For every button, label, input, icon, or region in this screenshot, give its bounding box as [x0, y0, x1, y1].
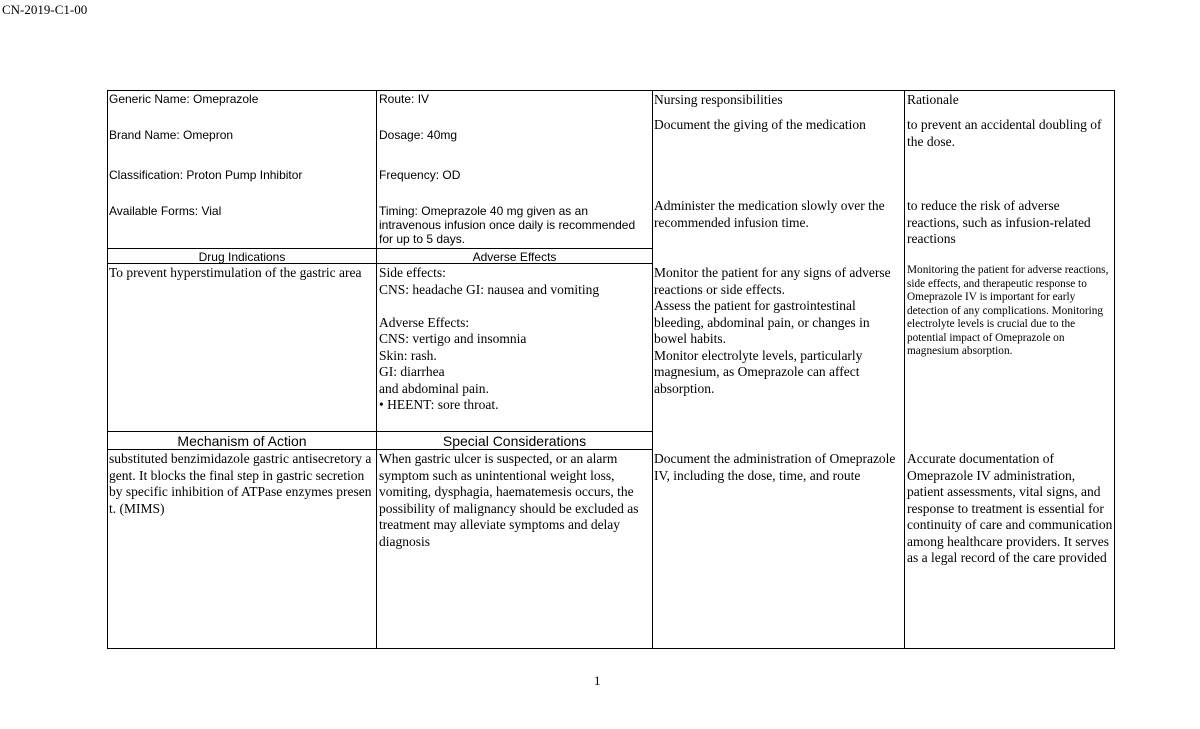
drug-indications-text: To prevent hyperstimulation of the gastric area	[109, 265, 362, 280]
page-number: 1	[594, 673, 601, 688]
rationale-item: to reduce the risk of adverse reactions, such as infusion-related reactions	[907, 198, 1091, 246]
drug-indications-header: Drug Indications	[198, 250, 286, 264]
special-considerations-header: Special Considerations	[442, 433, 587, 449]
column-divider	[376, 90, 377, 649]
generic-name: Generic Name: Omeprazole	[109, 92, 259, 106]
adverse-effects-line: CNS: vertigo and insomnia	[379, 331, 527, 346]
classification: Classification: Proton Pump Inhibitor	[109, 168, 303, 182]
nursing-item: Document the giving of the medication	[654, 117, 866, 132]
dosage: Dosage: 40mg	[379, 128, 458, 142]
nursing-item: Administer the medication slowly over the recommended infusion time.	[654, 198, 885, 230]
route: Route: IV	[379, 92, 430, 106]
adverse-effects-text	[379, 265, 650, 414]
nursing-responsibilities-header: Nursing responsibilities	[654, 92, 783, 107]
mechanism-of-action-header: Mechanism of Action	[177, 433, 307, 449]
special-considerations-text: When gastric ulcer is suspected, or an alarm symptom such as unintentional weight loss, vomiting, dysphagia, haematemesis occurs, the possibility of malignancy should be excluded as treatment may alleviate symptoms and delay diagnosis	[379, 451, 639, 549]
rationale-header: Rationale	[907, 92, 959, 107]
adverse-effects-line: Adverse Effects:	[379, 314, 470, 330]
nursing-item: Monitor the patient for any signs of adverse reactions or side effects. Assess the patient for gastrointestinal bleeding, abdominal pain, or changes in bowel habits. Monitor electrolyte levels, particularly magnesium, as Omeprazole can affect absorption.	[654, 265, 891, 396]
rationale-item: Monitoring the patient for adverse reactions, side effects, and therapeutic response to Omeprazole IV is important for early detection of any complications. Monitoring electrolyte levels is crucial due to the potential impact of Omeprazole on magnesium absorption.	[907, 264, 1109, 357]
adverse-effects-line: GI: diarrhea	[379, 364, 445, 379]
column-divider	[652, 90, 653, 649]
mechanism-text: substituted benzimidazole gastric antisecretory agent. It blocks the final step in gastric secretion by specific inhibition of ATPase enzymes present. (MIMS)	[109, 451, 372, 516]
column-divider	[904, 90, 905, 649]
row-divider	[107, 248, 652, 249]
adverse-effects-line: and abdominal pain.	[379, 380, 489, 396]
row-divider	[107, 431, 652, 432]
document-code: CN-2019-C1-00	[2, 2, 88, 17]
adverse-effects-header: Adverse Effects	[472, 250, 557, 264]
frequency: Frequency: OD	[379, 168, 461, 182]
adverse-effects-line: Side effects:	[379, 265, 446, 280]
timing: Timing: Omeprazole 40 mg given as an intravenous infusion once daily is recommended for up to 5 days.	[379, 204, 636, 246]
rationale-item: Accurate documentation of Omeprazole IV administration, patient assessments, vital signs, and response to treatment is essential for continuity of care and communication among healthcare providers. It serves as a legal record of the care provided	[907, 451, 1113, 565]
adverse-effects-line: CNS: headache GI: nausea and vomiting	[379, 281, 600, 297]
nursing-item: Document the administration of Omeprazole IV, including the dose, time, and route	[654, 451, 896, 483]
brand-name: Brand Name: Omepron	[109, 128, 234, 142]
adverse-effects-line	[379, 298, 650, 315]
available-forms: Available Forms: Vial	[109, 204, 222, 218]
row-divider	[107, 449, 652, 450]
rationale-item: to prevent an accidental doubling of the dose.	[907, 117, 1102, 149]
adverse-effects-line: • HEENT: sore throat.	[379, 397, 499, 412]
adverse-effects-line: Skin: rash.	[379, 347, 437, 363]
